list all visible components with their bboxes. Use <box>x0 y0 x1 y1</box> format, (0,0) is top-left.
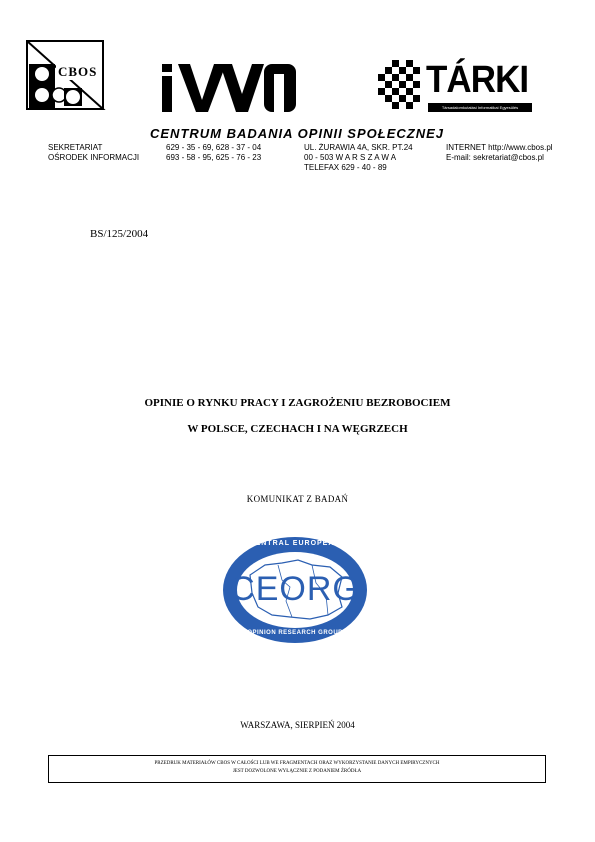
tarki-logo-subtitle: Társadalomkutatási Informatikai Egyesülés <box>428 103 532 112</box>
header-contact-address <box>304 143 413 173</box>
ceorg-logo-text-bottom: OPINION RESEARCH GROUP <box>247 630 343 636</box>
tarki-logo <box>378 60 534 116</box>
report-title-line-1: OPINIE O RYNKU PRACY I ZAGROŻENIU BEZROBOCIEM <box>144 397 451 409</box>
header-contact-phones <box>166 143 261 163</box>
copyright-notice-line-1: PRZEDRUK MATERIAŁÓW CBOS W CAŁOŚCI LUB WE FRAGMENTACH ORAZ WYKORZYSTANIE DANYCH EMPIRYCZNYCH <box>154 761 440 766</box>
document-id: BS/125/2004 <box>90 228 149 240</box>
copyright-notice-line-2: JEST DOZWOLONE WYŁĄCZNIE Z PODANIEM ŹRÓDŁA <box>232 769 362 774</box>
contact-address-street: UL. ŻURAWIA 4A, SKR. PT.24 <box>304 143 413 152</box>
cbos-logo-text: CBOS <box>58 64 98 79</box>
contact-phone-information: 693 - 58 - 95, 625 - 76 - 23 <box>166 153 262 162</box>
ceorg-logo <box>220 535 370 645</box>
page-title: CENTRUM BADANIA OPINII SPOŁECZNEJ <box>150 126 444 141</box>
ceorg-logo-text-center: CEORG <box>230 570 360 608</box>
tarki-logo-pattern <box>378 60 430 116</box>
header-contact-internet <box>446 143 553 163</box>
cbos-logo <box>26 40 106 112</box>
place-date: WARSZAWA, SIERPIEŃ 2004 <box>240 720 355 730</box>
report-title <box>0 396 595 436</box>
ceorg-logo-text-top: CENTRAL EUROPEAN <box>249 540 341 547</box>
contact-label-information: OŚRODEK INFORMACJI <box>48 153 140 162</box>
contact-address-city: 00 - 503 W A R S Z A W A <box>304 153 397 162</box>
contact-phone-secretariat: 629 - 35 - 69, 628 - 37 - 04 <box>166 143 262 152</box>
contact-internet-url[interactable]: http://www.cbos.pl <box>488 143 553 152</box>
ivvm-logo-graphic <box>160 60 300 116</box>
ivvm-logo <box>160 60 300 116</box>
contact-email[interactable]: E-mail: sekretariat@cbos.pl <box>446 153 544 162</box>
contact-label-secretariat: SEKRETARIAT <box>48 143 103 152</box>
header-contact-labels <box>48 143 139 163</box>
contact-internet-label: INTERNET <box>446 143 486 152</box>
report-subtitle: KOMUNIKAT Z BADAŃ <box>246 494 349 504</box>
contact-address-telefax: TELEFAX 629 - 40 - 89 <box>304 163 387 172</box>
report-title-line-2: W POLSCE, CZECHACH I NA WĘGRZECH <box>187 423 408 435</box>
tarki-logo-text: TÁRKI <box>426 59 529 101</box>
copyright-notice-box <box>48 755 546 783</box>
contact-internet-line <box>446 143 553 153</box>
